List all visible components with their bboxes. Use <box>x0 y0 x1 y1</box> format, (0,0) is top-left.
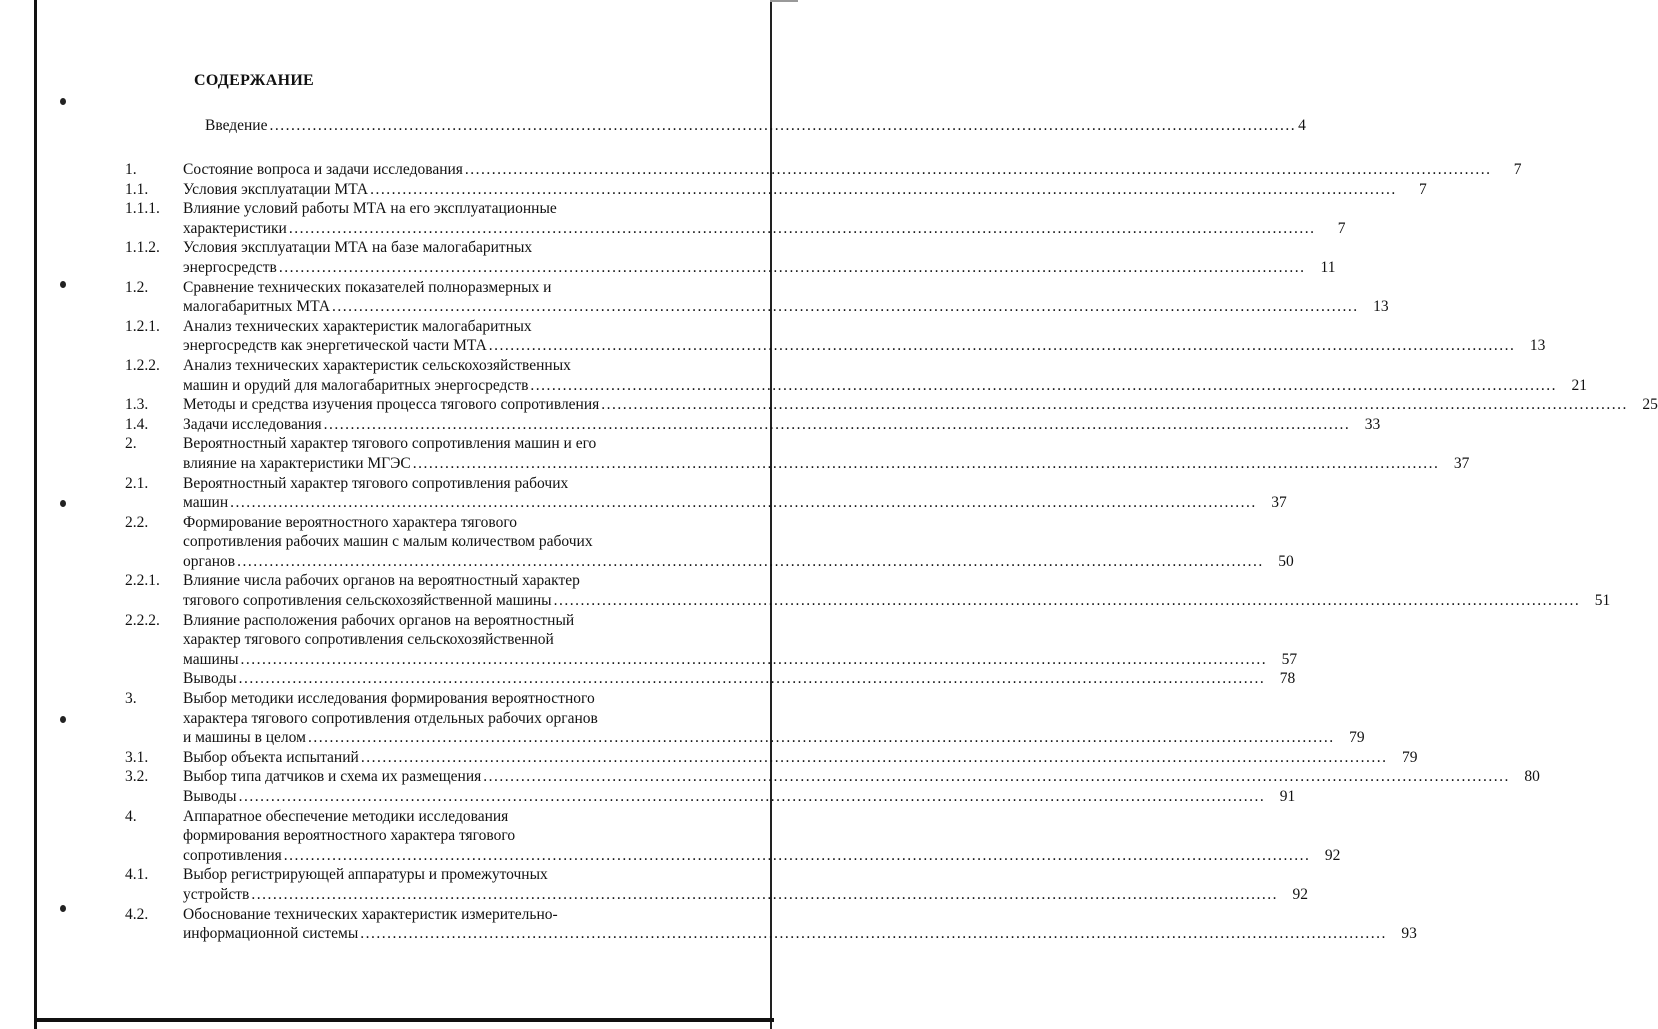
toc-entry-page: 13 <box>1529 337 1546 355</box>
toc-entry[interactable] <box>125 180 1427 200</box>
toc-entry-page: 79 <box>1349 729 1365 747</box>
punch-hole-mark <box>60 281 66 288</box>
toc-intro-page: 4 <box>1298 117 1306 134</box>
toc-entry-page: 80 <box>1524 768 1540 786</box>
toc-entry-number: 3.1. <box>125 748 149 766</box>
toc-entry-text: Выбор объекта испытаний <box>183 748 359 766</box>
toc-entry-line <box>183 669 1295 689</box>
toc-entry-number: 1.2. <box>125 278 149 296</box>
toc-entry-body <box>183 767 1540 787</box>
toc-entry-line <box>183 552 1294 572</box>
punch-hole-mark <box>60 98 66 105</box>
toc-entry-body <box>183 865 1308 904</box>
leader-dots <box>413 454 1440 474</box>
leader-dots <box>284 846 1311 866</box>
toc-entry-text: характер тягового сопротивления сельскохозяйственной <box>183 631 554 649</box>
toc-entry-page: 37 <box>1453 454 1470 472</box>
leader-dots <box>230 493 1257 513</box>
toc-entry-line <box>183 532 1294 552</box>
toc-entry-body <box>183 669 1295 689</box>
toc-entry-page: 25 <box>1642 396 1658 414</box>
leader-dots <box>554 591 1581 611</box>
toc-entry-text: Влияние расположения рабочих органов на вероятностный <box>183 611 575 629</box>
toc-entry-text: органов <box>183 552 236 570</box>
toc-entry-line <box>183 591 1610 611</box>
toc-list <box>125 160 1658 944</box>
toc-entry-number: 1.1.2. <box>125 239 160 257</box>
toc-entry-line <box>183 278 1389 298</box>
toc-entry-text: Выбор типа датчиков и схема их размещения <box>183 768 482 786</box>
toc-entry[interactable] <box>125 865 1308 904</box>
toc-entry-line <box>183 571 1610 591</box>
toc-entry-line <box>183 807 1340 827</box>
toc-entry-number: 1.1.1. <box>125 200 160 218</box>
toc-entry-line <box>183 434 1469 454</box>
toc-entry-text: Выбор методики исследования формирования вероятностного <box>183 690 595 708</box>
toc-entry[interactable] <box>125 748 1418 768</box>
toc-entry-text: и машины в целом <box>183 729 306 747</box>
toc-entry-text: Вероятностный характер тягового сопротивления машин и его <box>183 435 597 453</box>
toc-entry-line <box>183 728 1365 748</box>
leader-dots <box>308 728 1335 748</box>
toc-entry-page: 13 <box>1373 298 1389 316</box>
toc-entry-number: 2.2. <box>125 513 149 531</box>
toc-entry-page: 92 <box>1292 885 1308 903</box>
toc-entry-body <box>183 748 1417 768</box>
toc-entry-text: Выводы <box>183 788 237 805</box>
toc-entry-text: машин и орудий для малогабаритных энергосредств <box>183 376 529 394</box>
toc-entry-page: 51 <box>1594 592 1611 610</box>
toc-entry-text: Выводы <box>183 670 237 688</box>
toc-entry-text: малогабаритных МТА <box>183 298 331 316</box>
toc-entry-number: 4.2. <box>125 905 149 923</box>
toc-entry-text: устройств <box>183 885 250 903</box>
toc-entry[interactable] <box>125 474 1287 513</box>
toc-entry-text: характеристики <box>183 219 287 237</box>
toc-entry[interactable] <box>125 434 1470 473</box>
toc-entry-number: 1. <box>125 161 137 178</box>
toc-entry-text: Задачи исследования <box>183 415 322 433</box>
leader-dots <box>361 748 1388 768</box>
toc-entry-body <box>183 513 1294 572</box>
toc-intro[interactable] <box>205 116 1306 136</box>
toc-entry-number: 4.1. <box>125 866 149 884</box>
toc-entry-page: 21 <box>1571 376 1588 394</box>
toc-entry-page: 7 <box>1513 161 1522 178</box>
toc-entry-number: 1.2.1. <box>125 317 160 335</box>
toc-entry-text: сопротивления рабочих машин с малым количеством рабочих <box>183 533 593 551</box>
toc-entry-line <box>183 689 1365 709</box>
toc-entry-number: 1.1. <box>125 180 149 198</box>
toc-entry-line <box>183 474 1287 494</box>
toc-entry-line <box>183 238 1335 258</box>
toc-entry[interactable] <box>125 669 1296 689</box>
toc-entry-line <box>183 336 1545 356</box>
toc-intro-label: Введение <box>205 117 268 134</box>
punch-hole-mark <box>60 500 66 507</box>
toc-entry-text: Сравнение технических показателей полноразмерных и <box>183 278 552 296</box>
toc-entry-body <box>183 317 1545 356</box>
toc-entry-body <box>183 611 1297 670</box>
toc-entry-page: 79 <box>1401 748 1418 766</box>
toc-entry-line <box>183 905 1417 925</box>
toc-entry-page: 33 <box>1364 415 1381 433</box>
punch-hole-mark <box>60 716 66 723</box>
toc-entry-body <box>183 571 1610 610</box>
toc-entry-line <box>183 513 1294 533</box>
toc-entry[interactable] <box>125 238 1336 277</box>
toc-entry-number: 2.2.1. <box>125 572 160 590</box>
toc-entry-body <box>183 180 1427 200</box>
toc-entry-body <box>183 278 1389 317</box>
toc-entry-text: Вероятностный характер тягового сопротивления рабочих <box>183 474 569 492</box>
toc-entry-line <box>183 297 1389 317</box>
toc-entry-line <box>183 160 1522 180</box>
toc-entry-page: 93 <box>1401 925 1417 943</box>
leader-dots <box>360 924 1387 944</box>
toc-entry-line <box>183 454 1469 474</box>
toc-entry-line <box>183 865 1308 885</box>
toc-entry-number: 4. <box>125 807 137 825</box>
toc-entry-page: 57 <box>1281 650 1298 668</box>
toc-entry[interactable] <box>125 513 1294 572</box>
toc-entry-body <box>183 434 1469 473</box>
leader-dots <box>530 376 1557 396</box>
leader-dots <box>237 552 1264 572</box>
toc-entry-text: энергосредств <box>183 258 277 276</box>
page-border-bottom <box>34 1018 774 1022</box>
toc-entry[interactable] <box>125 611 1298 670</box>
toc-entry-number: 3. <box>125 690 137 708</box>
toc-entry-text: сопротивления <box>183 846 282 864</box>
toc-entry-text: Выбор регистрирующей аппаратуры и промежуточных <box>183 866 548 884</box>
toc-entry-line <box>183 748 1417 768</box>
toc-entry-text: Обоснование технических характеристик измерительно- <box>183 905 558 923</box>
toc-entry-line <box>183 356 1587 376</box>
toc-entry-page: 11 <box>1320 258 1336 276</box>
toc-entry-text: тягового сопротивления сельскохозяйственной машины <box>183 592 552 610</box>
toc-entry-body <box>183 807 1340 866</box>
toc-entry-text: Условия эксплуатации МТА <box>183 180 369 198</box>
toc-entry-line <box>183 767 1540 787</box>
toc-entry[interactable] <box>125 317 1546 356</box>
leader-dots <box>370 180 1397 200</box>
toc-entry-line <box>183 846 1340 866</box>
toc-entry-number: 1.3. <box>125 396 149 414</box>
leader-dots <box>465 160 1492 180</box>
leader-dots <box>241 650 1268 670</box>
leader-dots <box>251 885 1278 905</box>
page-border-left <box>34 0 37 1029</box>
toc-entry-number: 1.2.2. <box>125 356 160 374</box>
leader-dots <box>489 336 1516 356</box>
punch-hole-mark <box>60 905 66 912</box>
toc-entry-body <box>183 474 1287 513</box>
toc-entry-text: Формирование вероятностного характера тягового <box>183 513 518 531</box>
toc-entry-text: Анализ технических характеристик сельскохозяйственных <box>183 356 571 374</box>
toc-entry-line <box>183 493 1287 513</box>
toc-entry-number: 1.4. <box>125 415 149 433</box>
toc-entry-body <box>183 199 1345 238</box>
toc-entry-body <box>183 160 1522 180</box>
toc-entry-page: 78 <box>1279 670 1296 688</box>
toc-entry-line <box>183 650 1297 670</box>
leader-dots <box>483 767 1510 787</box>
leader-dots <box>279 258 1306 278</box>
toc-entry[interactable] <box>125 767 1540 787</box>
toc-entry-page: 37 <box>1271 494 1287 512</box>
toc-entry-page: 7 <box>1337 219 1346 237</box>
toc-entry-line <box>183 924 1417 944</box>
toc-entry-text: энергосредств как энергетической части МТА <box>183 337 487 355</box>
toc-entry-text: Методы и средства изучения процесса тягового сопротивления <box>183 396 600 414</box>
toc-entry[interactable] <box>125 278 1389 317</box>
toc-entry-body <box>183 689 1365 748</box>
toc-entry-line <box>183 395 1658 415</box>
toc-entry-line <box>183 317 1545 337</box>
toc-entry-text: влияние на характеристики МГЭС <box>183 454 411 472</box>
toc-entry-number: 2.1. <box>125 474 149 492</box>
toc-entry-page: 50 <box>1278 552 1294 570</box>
toc-entry[interactable] <box>125 199 1346 238</box>
toc-entry-line <box>183 376 1587 396</box>
toc-entry-text: машины <box>183 650 239 668</box>
leader-dots <box>601 395 1628 415</box>
toc-entry-line <box>183 787 1295 807</box>
toc-entry[interactable] <box>125 787 1296 807</box>
leader-dots <box>289 219 1316 239</box>
toc-entry-line <box>183 885 1308 905</box>
toc-entry-text: Анализ технических характеристик малогабаритных <box>183 317 532 335</box>
toc-entry-text: формирования вероятностного характера тягового <box>183 827 516 845</box>
page-title: СОДЕРЖАНИЕ <box>194 72 315 89</box>
toc-entry-text: Состояние вопроса и задачи исследования <box>183 161 463 178</box>
toc-entry-page: 92 <box>1324 846 1341 864</box>
toc-entry-number: 2. <box>125 435 137 453</box>
toc-entry-line <box>183 709 1365 729</box>
toc-entry-text: информационной системы <box>183 925 359 943</box>
toc-entry-number: 2.2.2. <box>125 611 160 629</box>
toc-entry-text: Условия эксплуатации МТА на базе малогабаритных <box>183 239 533 257</box>
toc-entry-line <box>183 219 1345 239</box>
toc-entry-line <box>183 611 1297 631</box>
toc-entry-body <box>183 787 1295 807</box>
leader-dots <box>332 297 1359 317</box>
toc-entry-text: машин <box>183 494 229 512</box>
toc-entry-line <box>183 180 1427 200</box>
toc-entry-body <box>183 395 1658 415</box>
leader-dots <box>239 669 1266 689</box>
leader-dots <box>269 116 1296 136</box>
toc-entry-line <box>183 415 1380 435</box>
toc-entry-line <box>183 630 1297 650</box>
toc-entry[interactable] <box>125 905 1417 944</box>
toc-entry-text: Влияние числа рабочих органов на вероятностный характер <box>183 572 580 590</box>
toc-entry[interactable] <box>125 395 1658 415</box>
toc-entry-page: 91 <box>1279 788 1296 805</box>
page-border-top-right <box>770 0 798 2</box>
leader-dots <box>324 415 1351 435</box>
toc-entry[interactable] <box>125 807 1341 866</box>
toc-entry-line <box>183 258 1335 278</box>
toc-entry-number: 3.2. <box>125 768 149 786</box>
toc-entry[interactable] <box>125 571 1611 610</box>
toc-entry-text: Аппаратное обеспечение методики исследования <box>183 807 509 825</box>
toc-entry[interactable] <box>125 689 1365 748</box>
toc-entry-body <box>183 415 1380 435</box>
toc-entry-body <box>183 356 1587 395</box>
toc-entry[interactable] <box>125 415 1381 435</box>
toc-entry-body <box>183 905 1417 944</box>
toc-entry-text: характера тягового сопротивления отдельных рабочих органов <box>183 709 598 727</box>
leader-dots <box>239 787 1266 807</box>
toc-entry[interactable] <box>125 160 1522 180</box>
toc-entry-line <box>183 199 1345 219</box>
toc-entry-text: Влияние условий работы МТА на его эксплуатационные <box>183 200 557 218</box>
toc-entry-page: 7 <box>1418 180 1427 198</box>
toc-entry[interactable] <box>125 356 1588 395</box>
toc-entry-line <box>183 826 1340 846</box>
toc-entry-body <box>183 238 1335 277</box>
